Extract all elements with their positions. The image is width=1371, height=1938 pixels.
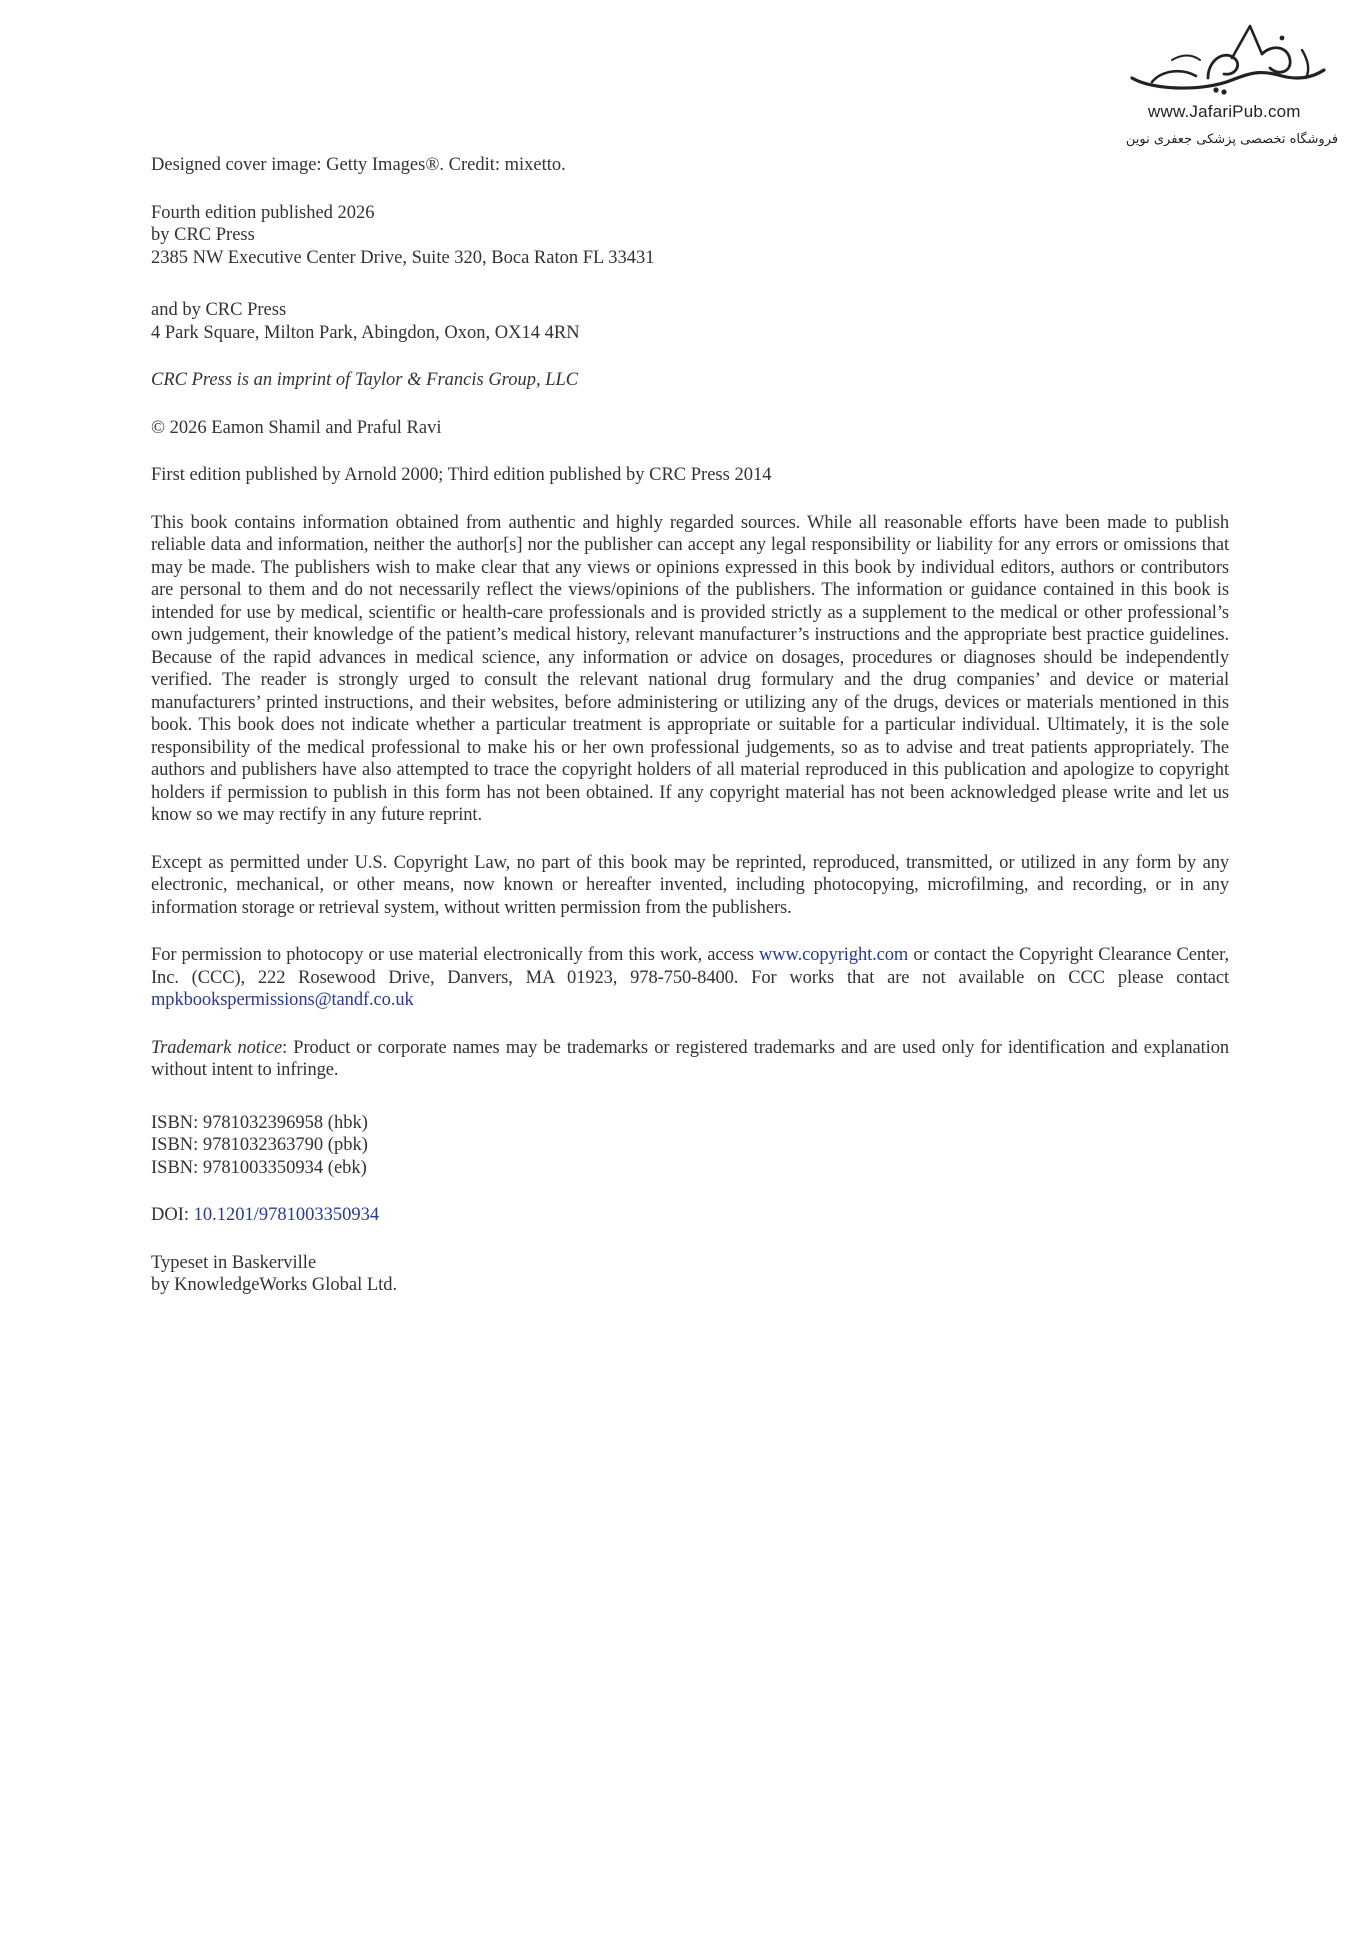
publisher-line: by CRC Press xyxy=(151,225,255,245)
publication-uk xyxy=(151,299,1229,344)
publisher-line-uk: and by CRC Press xyxy=(151,300,287,320)
doi-link[interactable]: 10.1201/9781003350934 xyxy=(193,1205,380,1225)
permissions-text-middle: or contact the Copyright Clearance Center, Inc. (CCC), 222 Rosewood Drive, Danvers, MA 01923, 978-750-8400. For works that are not available on CCC please contact xyxy=(151,945,1229,988)
cover-credit: Designed cover image: Getty Images®. Credit: mixetto. xyxy=(151,155,566,175)
typeset-info xyxy=(151,1252,1229,1297)
publication-us xyxy=(151,202,1229,270)
typeset-by: by KnowledgeWorks Global Ltd. xyxy=(151,1275,398,1295)
copyright-page-body xyxy=(151,154,1229,1322)
permissions-paragraph xyxy=(151,944,1229,1012)
trademark-label: Trademark notice xyxy=(151,1037,283,1058)
permissions-email-link[interactable]: mpkbookspermissions@tandf.co.uk xyxy=(151,990,414,1010)
imprint-statement: CRC Press is an imprint of Taylor & Francis Group, LLC xyxy=(151,370,579,390)
logo-tagline: فروشگاه تخصصی پزشکی جعفری نوین xyxy=(1125,132,1339,147)
trademark-text: : Product or corporate names may be trademarks or registered trademarks and are used only for identification and explanation without intent to infringe. xyxy=(151,1037,1229,1080)
doi-label: DOI: xyxy=(151,1205,194,1225)
edition-line: Fourth edition published 2026 xyxy=(151,202,375,223)
isbn-pbk: ISBN: 9781032363790 (pbk) xyxy=(151,1135,368,1155)
calligraphy-emblem-icon xyxy=(1112,20,1344,104)
copyright-website-link[interactable]: www.copyright.com xyxy=(759,945,909,965)
disclaimer-paragraph: This book contains information obtained from authentic and highly regarded sources. While all reasonable efforts have been made to publish reliable data and information, neither the author[s] nor the publisher can accept any legal responsibility or liability for any errors or omissions that may be made. The publishers wish to make clear that any views or opinions expressed in this book by individual editors, authors or contributors are personal to them and do not necessarily reflect the views/opinions of the publishers. The information or guidance contained in this book is intended for use by medical, scientific or health-care professionals and is provided strictly as a supplement to the medical or other professional’s own judgement, their knowledge of the patient’s medical history, relevant manufacturer’s instructions and the appropriate best practice guidelines. Because of the rapid advances in medical science, any information or advice on dosages, procedures or diagnoses should be independently verified. The reader is strongly urged to consult the relevant national drug formulary and the drug companies’ and device or material manufacturers’ printed instructions, and their websites, before administering or utilizing any of the drugs, devices or materials mentioned in this book. This book does not indicate whether a particular treatment is appropriate or suitable for a particular individual. Ultimately, it is the sole responsibility of the medical professional to make his or her own professional judgements, so as to advise and treat patients appropriately. The authors and publishers have also attempted to trace the copyright holders of all material reproduced in this publication and apologize to copyright holders if permission to publish in this form has not been obtained. If any copyright material has not been acknowledged please write and let us know so we may rectify in any future reprint. xyxy=(151,512,1229,825)
edition-history: First edition published by Arnold 2000; Third edition published by CRC Press 2014 xyxy=(151,465,772,485)
isbn-list xyxy=(151,1112,1229,1180)
permissions-text-before: For permission to photocopy or use material electronically from this work, access xyxy=(151,945,760,965)
trademark-notice xyxy=(151,1037,1229,1082)
doi-line xyxy=(151,1204,1229,1227)
publisher-address-uk: 4 Park Square, Milton Park, Abingdon, Oxon, OX14 4RN xyxy=(151,322,580,343)
copyright-notice: © 2026 Eamon Shamil and Praful Ravi xyxy=(151,417,442,438)
jafaripub-logo xyxy=(1112,20,1344,156)
isbn-ebk: ISBN: 9781003350934 (ebk) xyxy=(151,1157,367,1178)
publisher-address-us: 2385 NW Executive Center Drive, Suite 320, Boca Raton FL 33431 xyxy=(151,247,655,268)
isbn-hbk: ISBN: 9781032396958 (hbk) xyxy=(151,1112,368,1133)
typeset-font: Typeset in Baskerville xyxy=(151,1252,317,1273)
copyright-law-paragraph: Except as permitted under U.S. Copyright Law, no part of this book may be reprinted, reproduced, transmitted, or utilized in any form by any electronic, mechanical, or other means, now known or hereafter invented, including photocopying, microfilming, and recording, or in any information storage or retrieval system, without written permission from the publishers. xyxy=(151,852,1229,918)
logo-url-text: www.JafariPub.com xyxy=(1148,102,1301,121)
